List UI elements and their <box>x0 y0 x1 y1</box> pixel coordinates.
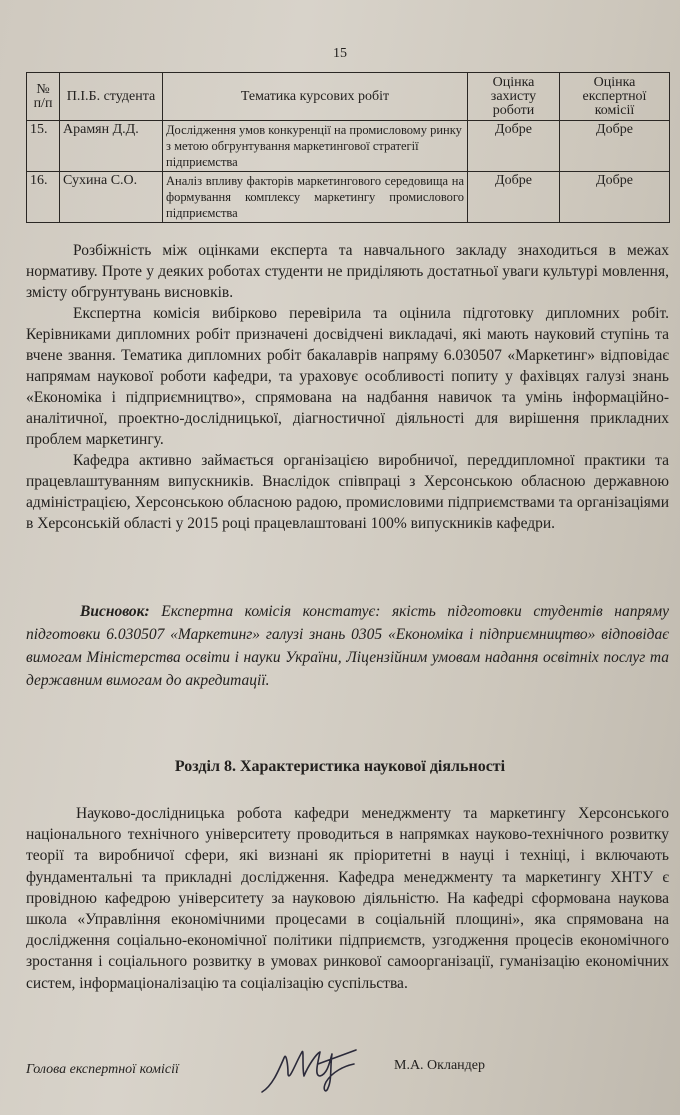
paragraph-diploma-review: Експертна комісія вибірково перевірила та оцінила підготовку дипломних робіт. Керівниками дипломних робіт призначені досвідчені викладачі, які мають науковий ступінь та вчене звання. Тематика дипломних робіт бакалаврів напряму 6.030507 «Маркетинг» відповідає напрямам наукової роботи кафедри, та ураховує особливості попиту у фахівцях галузі знань «Економіка і підприємництво», спрямована на надбання навичок та умінь інформаційно-аналітичної, проектно-дослідницької, діагностичної діяльності для вирішення прикладних проблем маркетингу. <box>26 305 669 448</box>
row-student-name: Арамян Д.Д. <box>60 121 163 172</box>
row-number: 15. <box>27 121 60 172</box>
section-body <box>26 803 669 994</box>
signature-role: Голова експертної комісії <box>26 1062 179 1077</box>
row-expert-grade: Добре <box>560 121 670 172</box>
table-header-row <box>27 73 670 121</box>
conclusion-label: Висновок: <box>80 603 150 620</box>
header-expert-grade: Оцінка експертної комісії <box>560 73 670 121</box>
paragraph-research: Науково-дослідницька робота кафедри менеджменту та маркетингу Херсонського національного технічного університету проводиться в напрямках науково-технічного розвитку теорії та виробничої сфери, які визнані як пріоритетні в науці і техніці, і включають фундаментальні та прикладні дослідження. Кафедра менеджменту та маркетингу ХНТУ є провідною кафедрою університету за науковою діяльністю. На кафедрі сформована наукова школа «Управління економічними процесами в соціальній площині», яка спрямована на дослідження соціально-економічної політики підприємств, узгодження процесів економічного зростання і соціального розвитку в умовах ринкової самоорганізації, гуманізацію економічних систем, інформаціоналізацію та соціалізацію суспільства. <box>26 805 669 992</box>
row-defense-grade: Добре <box>468 172 560 223</box>
row-expert-grade: Добре <box>560 172 670 223</box>
paragraph-employment: Кафедра активно займається організацією виробничої, переддипломної практики та працевлаштуванням випускників. Внаслідок співпраці з Херсонською обласною державною адміністрацією, Херсонською обласною радою, промисловими підприємствами та організаціями в Херсонській області у 2015 році працевлаштовані 100% випускників кафедри. <box>26 452 669 532</box>
conclusion-text: Експертна комісія констатує: якість підготовки студентів напряму підготовки 6.030507 «Маркетинг» галузі знань 0305 «Економіка і підприємництво» відповідає вимогам Міністерства освіти і науки України, Ліцензійним умовам надання освітніх послуг та державним вимогам до акредитації. <box>26 603 669 689</box>
header-defense-grade: Оцінка захисту роботи <box>468 73 560 121</box>
header-number: № п/п <box>27 73 60 121</box>
row-student-name: Сухина С.О. <box>60 172 163 223</box>
body-text-block <box>26 240 669 534</box>
header-student-name: П.І.Б. студента <box>60 73 163 121</box>
section-title: Розділ 8. Характеристика наукової діяльності <box>174 758 506 775</box>
row-defense-grade: Добре <box>468 121 560 172</box>
conclusion <box>26 600 669 692</box>
table-row <box>27 172 670 223</box>
signatory-name: М.А. Окландер <box>394 1058 485 1073</box>
paragraph-grade-discrepancy: Розбіжність між оцінками експерта та навчального закладу знаходиться в межах нормативу. Проте у деяких роботах студенти не приділяють достатньої уваги культурі мовлення, змісту обгрунтувань висновків. <box>26 242 669 301</box>
row-topic: Дослідження умов конкуренції на промисловому ринку з метою обгрунтування маркетингової стратегії підприємства <box>163 121 468 172</box>
table-row <box>27 121 670 172</box>
handwritten-signature <box>258 1042 368 1100</box>
row-topic: Аналіз впливу факторів маркетингового середовища на формування комплексу маркетингу промислового підприємства <box>163 172 468 223</box>
header-topic: Тематика курсових робіт <box>163 73 468 121</box>
coursework-table <box>26 72 670 223</box>
signature-row <box>26 1058 669 1098</box>
row-number: 16. <box>27 172 60 223</box>
page-number: 15 <box>333 46 347 61</box>
